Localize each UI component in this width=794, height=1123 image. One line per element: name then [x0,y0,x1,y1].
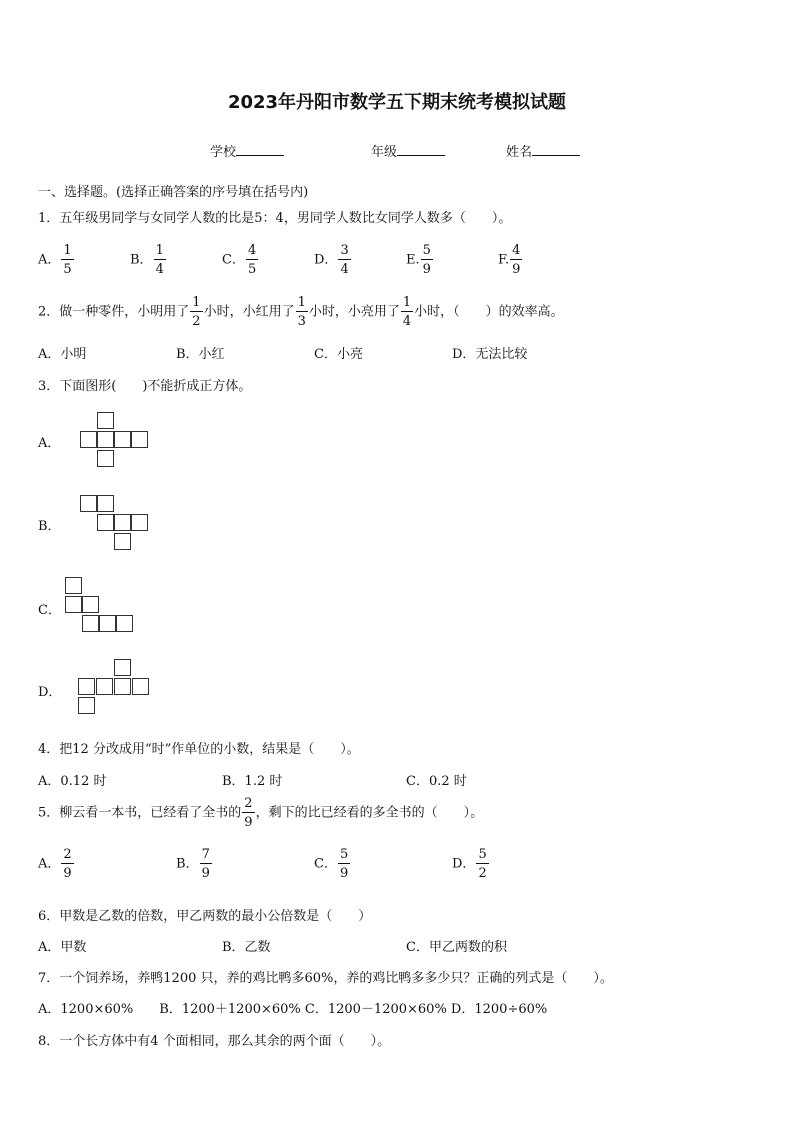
question-6: 6．甲数是乙数的倍数，甲乙两数的最小公倍数是（ ） [38,909,372,924]
cube-net-d [78,659,150,717]
q2-option-c: C．小亮 [314,347,363,362]
q1-option-f: F. $\frac{4}{9}$ [498,243,521,277]
question-3: 3．下面图形( )不能折成正方体。 [38,379,252,394]
question-8: 8．一个长方体中有4 个面相同，那么其余的两个面（ ）。 [38,1034,391,1049]
q2-option-b: B．小红 [176,347,225,362]
q5-option-c: C． $\frac{5}{9}$ [314,847,349,881]
q6-option-b: B．乙数 [222,940,271,955]
q3-label-c: C． [38,603,61,618]
q1-option-e: E. $\frac{5}{9}$ [406,243,431,277]
question-5: 5．柳云看一本书，已经看了全书的 $\frac{2}{9}$ ，剩下的比已经看的多全书的（ ）。 [38,796,484,830]
q3-label-d: D． [38,685,62,700]
cube-net-a [80,412,150,469]
section-heading: 一、选择题。(选择正确答案的序号填在括号内) [38,185,309,200]
question-4: 4．把12 分改成用“时”作单位的小数，结果是（ ）。 [38,742,360,757]
cube-net-b [80,495,150,552]
school-blank [236,143,284,156]
q3-label-a: A． [38,436,61,451]
q6-option-c: C．甲乙两数的积 [406,940,507,955]
grade-field [371,141,445,160]
q4-option-a: A．0.12 时 [38,774,107,789]
q7-options: A．1200×60% B．1200＋1200×60% C．1200－1200×60% D．1200÷60% [38,1002,548,1017]
q4-option-b: B．1.2 时 [222,774,283,789]
q3-label-b: B． [38,519,61,534]
q5-option-d: D． $\frac{5}{2}$ [452,847,487,881]
q5-option-a: A． $\frac{2}{9}$ [38,847,72,881]
grade-label: 年级 [371,145,398,160]
school-field [210,141,284,160]
name-field [506,141,580,160]
q1-option-a: A． $\frac{1}{5}$ [38,243,72,277]
cube-net-c [65,577,137,635]
q6-option-a: A．甲数 [38,940,87,955]
q2-option-d: D．无法比较 [452,347,528,362]
grade-blank [397,143,445,156]
q1-option-d: D． $\frac{3}{4}$ [314,243,349,277]
q1-option-b: B． $\frac{1}{4}$ [130,243,164,277]
question-2: 2．做一种零件，小明用了 $\frac{1}{2}$ 小时，小红用了 $\frac{1}{3}$ 小时，小亮用了 $\frac{1}{4}$ 小时，（ ）的效率高。 [38,295,564,329]
q2-option-a: A．小明 [38,347,87,362]
name-label: 姓名 [506,145,533,160]
name-blank [532,143,580,156]
q4-option-c: C．0.2 时 [406,774,467,789]
page-title: 2023年丹阳市数学五下期末统考模拟试题 [227,92,567,113]
q5-option-b: B． $\frac{7}{9}$ [176,847,210,881]
question-1: 1．五年级男同学与女同学人数的比是5：4，男同学人数比女同学人数多（ ）。 [38,211,512,226]
question-7: 7．一个饲养场，养鸭1200 只，养的鸡比鸭多60%，养的鸡比鸭多多少只？正确的列式是（ ）。 [38,971,613,986]
q1-option-c: C． $\frac{4}{5}$ [222,243,257,277]
school-label: 学校 [210,145,237,160]
